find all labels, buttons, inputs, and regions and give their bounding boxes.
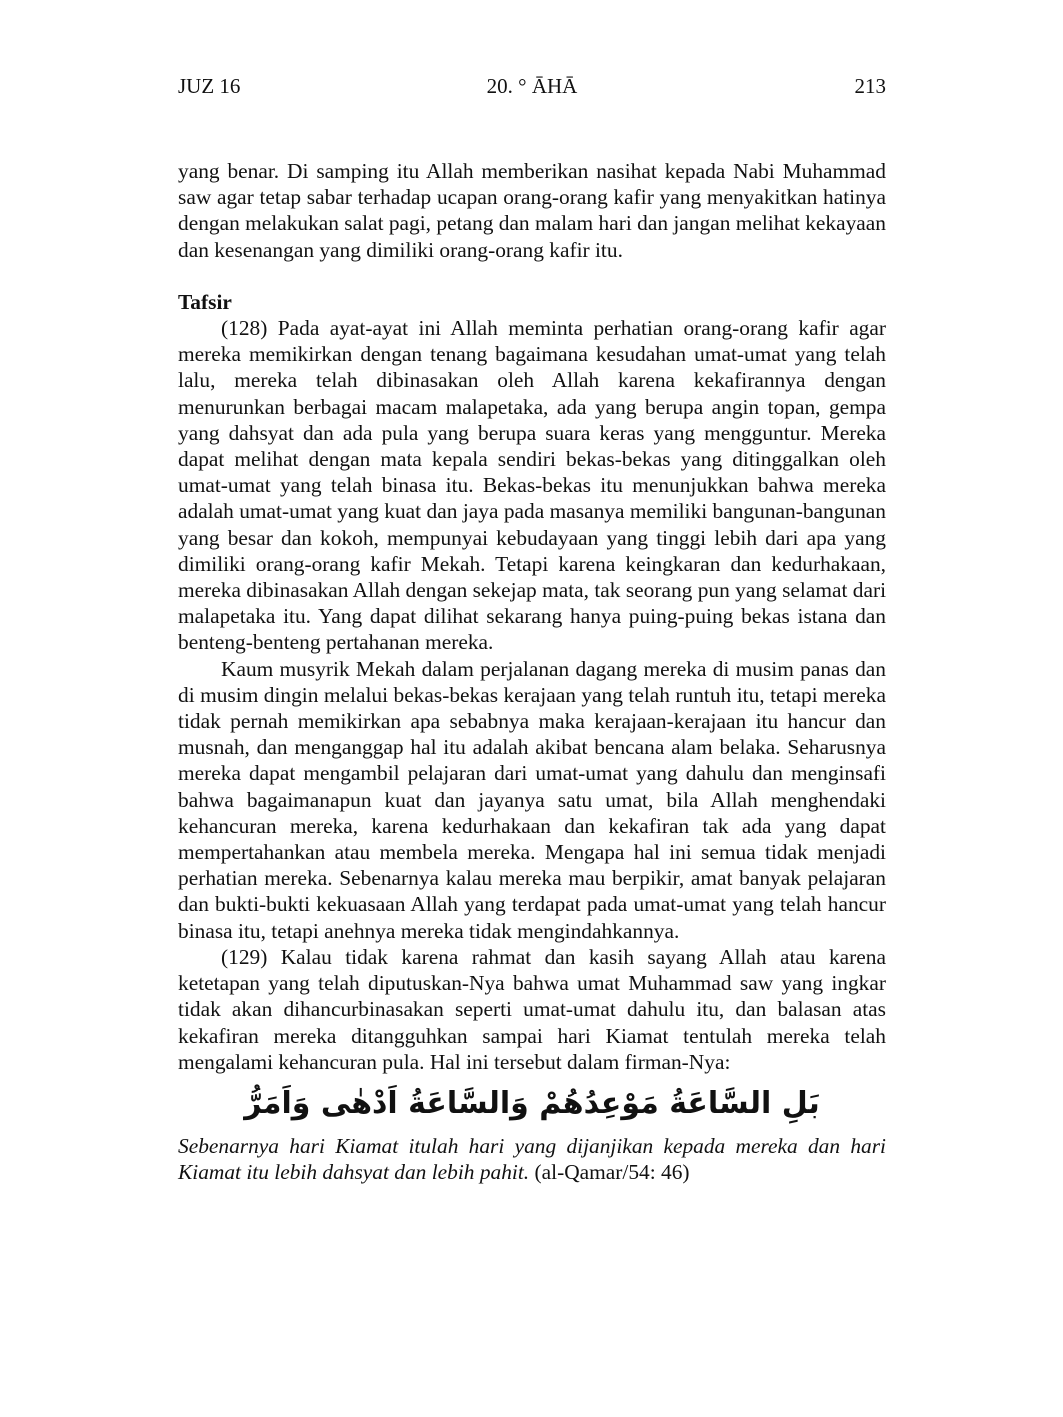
section-heading: Tafsir bbox=[178, 289, 232, 314]
page-body bbox=[178, 158, 886, 1185]
page-number: 213 bbox=[854, 74, 886, 98]
paragraph-musyrik: Kaum musyrik Mekah dalam perjalanan dagang mereka di musim panas dan di musim dingin melalui bekas-bekas kerajaan yang telah runtuh itu, tetapi mereka tidak pernah memikirkan apa sebabnya maka kerajaan-kerajaan itu hancur dan musnah, dan menganggap hal itu adalah akibat bencana alam belaka. Seharusnya mereka dapat mengambil pelajaran dari umat-umat yang dahulu dan menginsafi bahwa bagaimanapun kuat dan jayanya satu umat, bila Allah menghendaki kehancuran mereka, karena kedurhakaan dan kekafiran tak ada yang dapat mempertahankan atau membela mereka. Mengapa hal ini semua tidak menjadi perhatian mereka. Sebenarnya kalau mereka mau berpikir, amat banyak pelajaran dan bukti-bukti kekuasaan Allah yang terdapat pada umat-umat yang telah hancur binasa itu, tetapi anehnya mereka tidak mengindahkannya. bbox=[178, 656, 886, 943]
juz-label: JUZ 16 bbox=[178, 74, 241, 98]
arabic-verse: بَلِ السَّاعَةُ مَوْعِدُهُمْ وَالسَّاعَةُ اَدْهٰى وَاَمَرُّ bbox=[244, 1085, 820, 1121]
document-page bbox=[178, 0, 886, 1417]
paragraph-129: (129) Kalau tidak karena rahmat dan kasih sayang Allah atau karena ketetapan yang telah diputuskan-Nya bahwa umat Muhammad saw yang ingkar tidak akan dihancurbinasakan seperti umat-umat dahulu itu, dan balasan atas kekafiran mereka ditangguhkan sampai hari Kiamat tentulah mereka telah mengalami kehancuran pula. Hal ini tersebut dalam firman-Nya: bbox=[178, 944, 886, 1074]
surah-title: 20. ° ĀHĀ bbox=[486, 74, 578, 98]
paragraph-128: (128) Pada ayat-ayat ini Allah meminta perhatian orang-orang kafir agar mereka memikirkan dengan tenang bagaimana kesudahan umat-umat yang telah lalu, mereka telah dibinasakan oleh Allah karena kekafirannya dengan menurunkan berbagai macam malapetaka, ada yang berupa angin topan, gempa yang dahsyat dan ada pula yang berupa suara keras yang mengguntur. Mereka dapat melihat dengan mata kepala sendiri bekas-bekas yang ditinggalkan oleh umat-umat yang telah binasa itu. Bekas-bekas itu menunjukkan bahwa mereka adalah umat-umat yang kuat dan jaya pada masanya memiliki bangunan-bangunan yang besar dan kokoh, mempunyai kebudayaan yang tinggi lebih dari apa yang dimiliki orang-orang kafir Mekah. Tetapi karena keingkaran dan kedurhakaan, mereka dibinasakan Allah dengan sekejap mata, tak seorang pun yang selamat dari malapetaka itu. Yang dapat dilihat sekarang hanya puing-puing bekas istana dan benteng-benteng pertahanan mereka. bbox=[178, 316, 887, 655]
verse-reference: (al-Qamar/54: 46) bbox=[534, 1160, 690, 1185]
page-header bbox=[178, 74, 886, 102]
verse-translation-block bbox=[178, 1133, 886, 1185]
intro-paragraph: yang benar. Di samping itu Allah memberikan nasihat kepada Nabi Muhammad saw agar tetap sabar terhadap ucapan orang-orang kafir yang menyakitkan hatinya dengan melakukan salat pagi, petang dan malam hari dan jangan melihat kekayaan dan kesenangan yang dimiliki orang-orang kafir itu. bbox=[178, 159, 886, 262]
verse-translation: Sebenarnya hari Kiamat itulah hari yang dijanjikan kepada mereka dan hari Kiamat itu lebih dahsyat dan lebih pahit. bbox=[178, 1133, 886, 1185]
